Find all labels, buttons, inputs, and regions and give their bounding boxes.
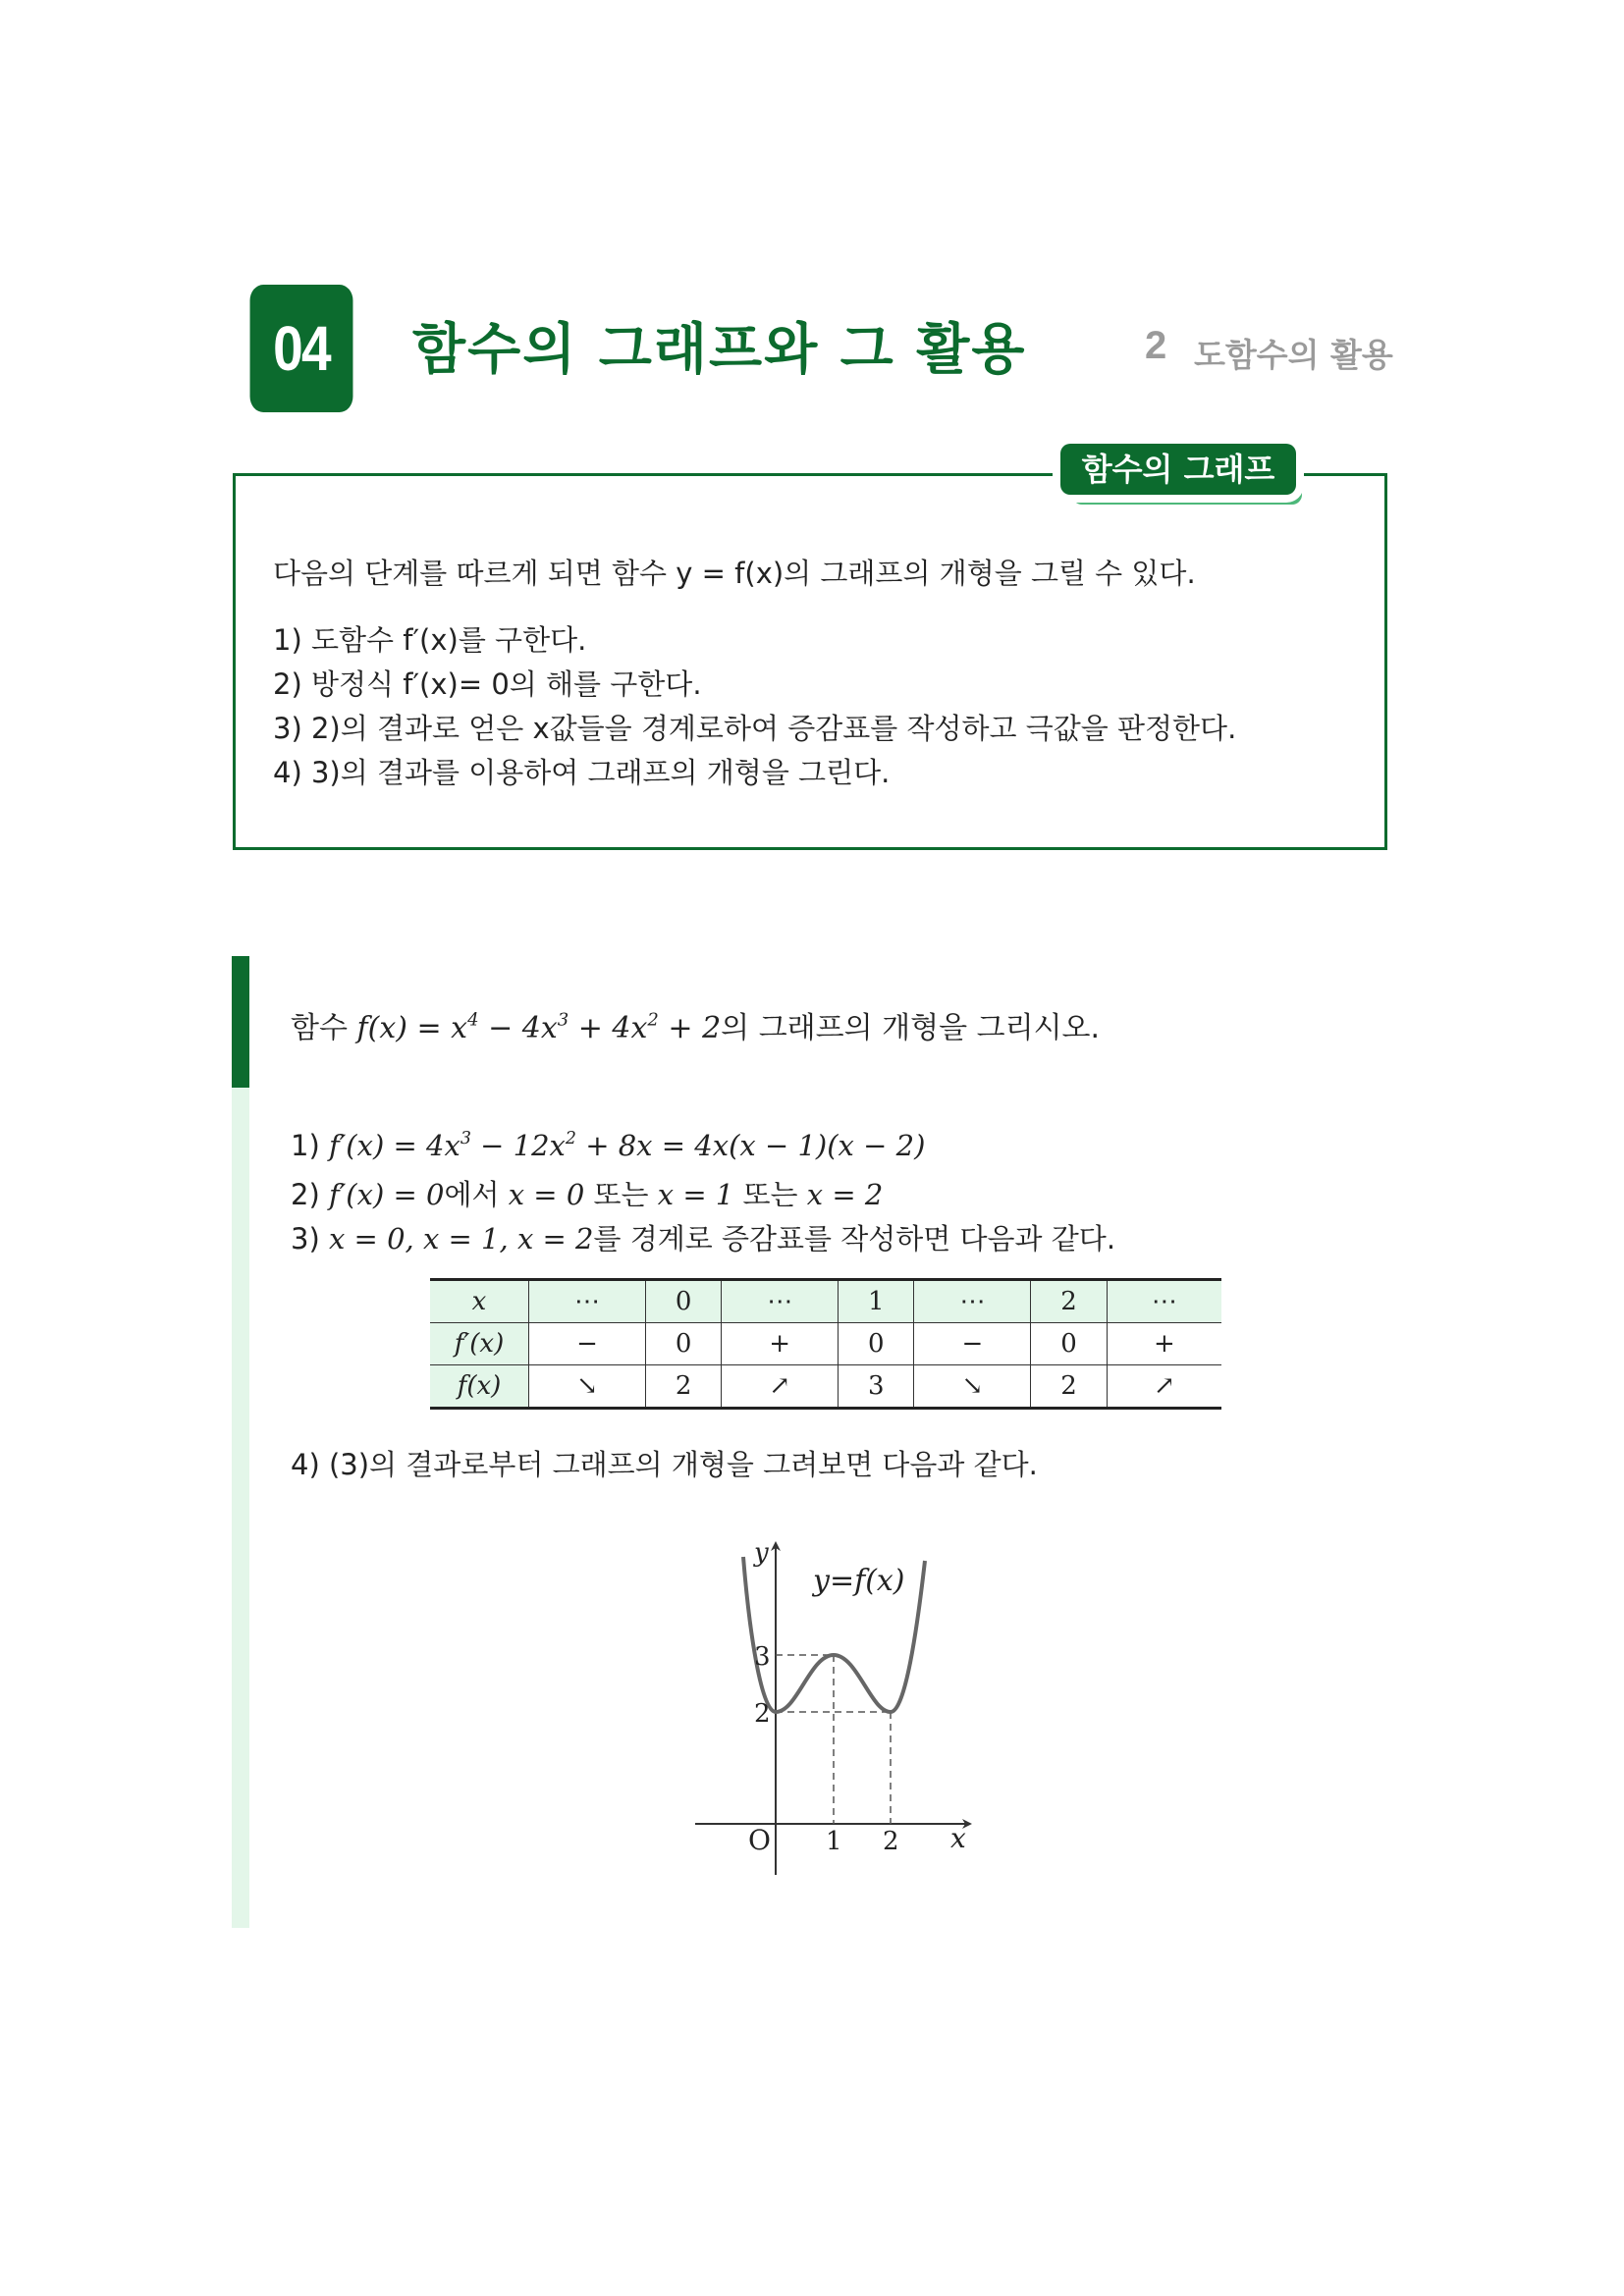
increase-decrease-table bbox=[430, 1278, 1221, 1410]
table-row: x ⋯ 0 ⋯ 1 ⋯ 2 ⋯ bbox=[430, 1280, 1221, 1323]
solution-step-2: 2) f′(x) = 0에서 x = 0 또는 x = 1 또는 x = 2 bbox=[291, 1178, 884, 1211]
x-axis-label: x bbox=[950, 1822, 966, 1854]
x-tick-label: 2 bbox=[883, 1827, 899, 1856]
guide-lines bbox=[776, 1655, 891, 1824]
concept-step: 3) 2)의 결과로 얻은 x값들을 경계로하여 증감표를 작성하고 극값을 판정한다. bbox=[273, 712, 1237, 745]
origin-label: O bbox=[748, 1824, 771, 1856]
curve-label: y=f(x) bbox=[813, 1564, 905, 1598]
example-bar bbox=[232, 956, 249, 1088]
section-title: 도함수의 활용 bbox=[1194, 336, 1393, 374]
concept-intro: 다음의 단계를 따르게 되면 함수 y = f(x)의 그래프의 개형을 그릴 수 있다. bbox=[273, 557, 1196, 590]
solution-step-4: 4) (3)의 결과로부터 그래프의 개형을 그려보면 다음과 같다. bbox=[291, 1448, 1038, 1481]
chapter-title: 함수의 그래프와 그 활용 bbox=[412, 318, 1027, 382]
function-graph bbox=[677, 1522, 992, 1895]
concept-step: 2) 방정식 f′(x)= 0의 해를 구한다. bbox=[273, 667, 702, 701]
y-axis-label: y bbox=[754, 1538, 769, 1568]
concept-tab: 함수의 그래프 bbox=[1060, 444, 1296, 495]
solution-step-1: 1) $f'(x) = 4x^3 - 12x^2 + 8x = 4x(x - 1)(x - 2)$ bbox=[291, 1128, 926, 1162]
y-tick-label: 3 bbox=[754, 1642, 771, 1672]
y-tick-label: 2 bbox=[754, 1699, 771, 1729]
x-tick-label: 1 bbox=[826, 1827, 842, 1856]
example-bar-light bbox=[232, 1088, 249, 1928]
solution-step-3: 3) x = 0, x = 1, x = 2를 경계로 증감표를 작성하면 다음과 같다. bbox=[291, 1222, 1116, 1255]
chapter-number-badge: 04 bbox=[250, 285, 353, 412]
example-problem: 함수 $f(x) = x^4 - 4x^3 + 4x^2 + 2$의 그래프의 개형을 그리시오. bbox=[291, 1009, 1101, 1045]
concept-box bbox=[233, 473, 1387, 850]
concept-step: 1) 도함수 f′(x)를 구한다. bbox=[273, 623, 587, 657]
section-number: 2 bbox=[1145, 324, 1167, 367]
table-row: f′(x) − 0 + 0 − 0 + bbox=[430, 1323, 1221, 1365]
concept-step: 4) 3)의 결과를 이용하여 그래프의 개형을 그린다. bbox=[273, 756, 891, 789]
table-row: f(x) ↘ 2 ↗ 3 ↘ 2 ↗ bbox=[430, 1365, 1221, 1409]
